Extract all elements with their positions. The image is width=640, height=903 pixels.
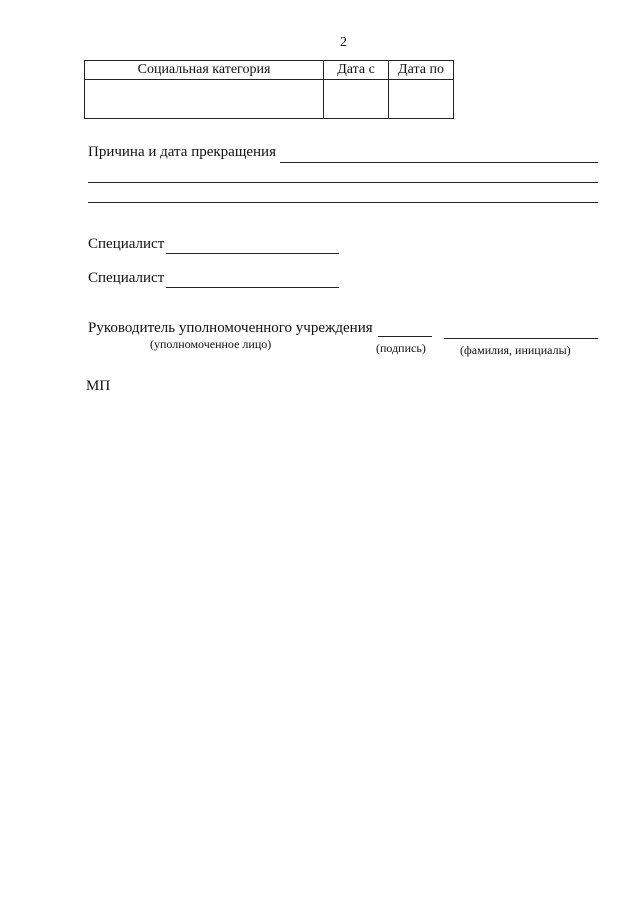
head-name-line[interactable] xyxy=(444,338,598,339)
table-header-row xyxy=(85,61,454,80)
cell-date-from[interactable] xyxy=(324,80,389,119)
cell-date-to[interactable] xyxy=(389,80,454,119)
specialist-label-1: Специалист xyxy=(88,236,165,252)
stamp-place: МП xyxy=(86,378,111,394)
termination-field-line-1[interactable] xyxy=(280,162,598,163)
name-hint: (фамилия, инициалы) xyxy=(460,343,571,357)
termination-field-line-3[interactable] xyxy=(88,202,598,203)
head-signature-line[interactable] xyxy=(378,336,432,337)
termination-field-line-2[interactable] xyxy=(88,182,598,183)
specialist-label-2: Специалист xyxy=(88,270,165,286)
table-row xyxy=(85,80,454,119)
header-date-to: Дата по xyxy=(389,61,454,80)
specialist-signature-line-2[interactable] xyxy=(166,287,339,288)
specialist-signature-line-1[interactable] xyxy=(166,253,339,254)
termination-label: Причина и дата прекращения xyxy=(88,144,276,160)
cell-social-category[interactable] xyxy=(85,80,324,119)
header-social-category: Социальная категория xyxy=(85,61,324,80)
page-number: 2 xyxy=(340,35,347,50)
head-sub-label: (уполномоченное лицо) xyxy=(150,337,272,351)
header-date-from: Дата с xyxy=(324,61,389,80)
signature-hint: (подпись) xyxy=(376,341,426,355)
head-label: Руководитель уполномоченного учреждения xyxy=(88,320,373,336)
social-category-table xyxy=(84,60,454,119)
